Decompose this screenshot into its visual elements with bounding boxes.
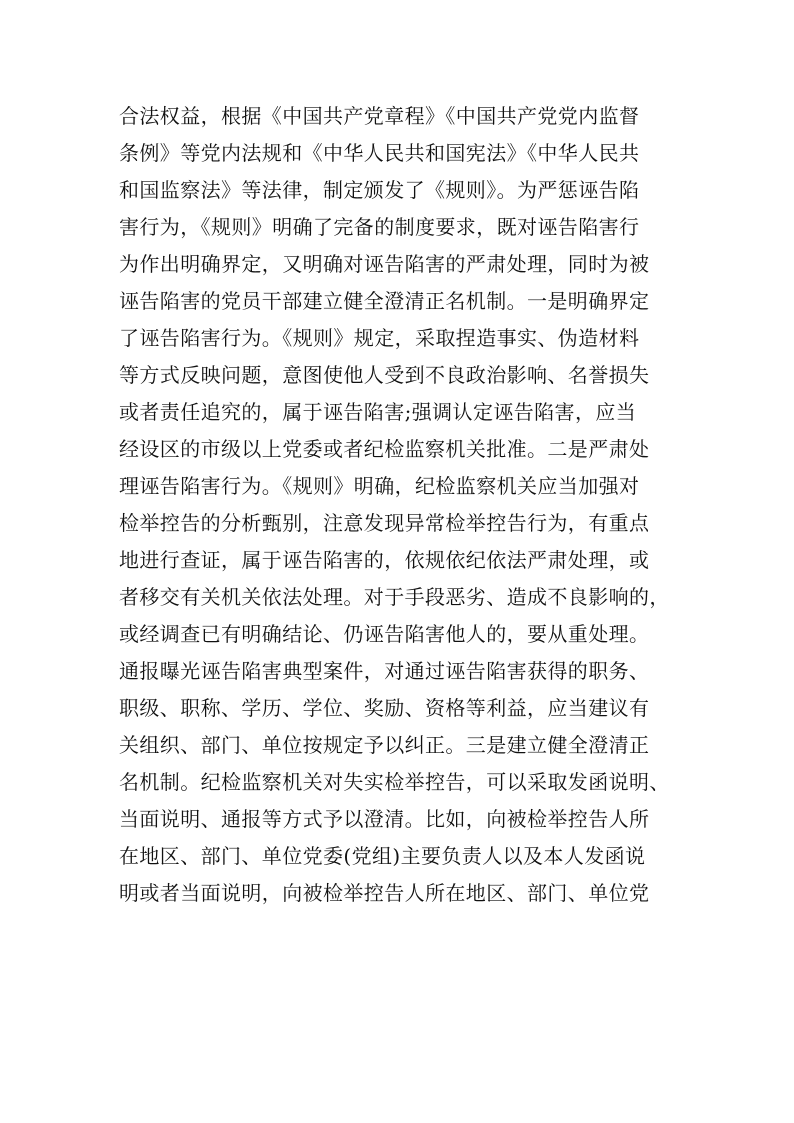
text-line: 理诬告陷害行为。《规则》明确，纪检监察机关应当加强对 <box>119 474 640 498</box>
text-line: 合法权益，根据《中国共产党章程》《中国共产党党内监督 <box>119 104 640 128</box>
text-line: 通报曝光诬告陷害典型案件，对通过诬告陷害获得的职务、 <box>119 659 650 683</box>
text-line: 检举控告的分析甄别，注意发现异常检举控告行为，有重点 <box>119 511 650 535</box>
text-line: 或者责任追究的，属于诬告陷害;强调认定诬告陷害，应当 <box>119 400 637 424</box>
text-line: 了诬告陷害行为。《规则》规定，采取捏造事实、伪造材料 <box>119 326 640 350</box>
text-line: 地进行查证，属于诬告陷害的，依规依纪依法严肃处理，或 <box>119 548 650 572</box>
text-line: 害行为，《规则》明确了完备的制度要求，既对诬告陷害行 <box>119 215 640 239</box>
text-line: 为作出明确界定，又明确对诬告陷害的严肃处理，同时为被 <box>119 252 650 276</box>
text-line: 关组织、部门、单位按规定予以纠正。三是建立健全澄清正 <box>119 733 650 757</box>
text-line: 或经调查已有明确结论、仍诬告陷害他人的，要从重处理。 <box>119 622 650 646</box>
text-line: 职级、职称、学历、学位、奖励、资格等利益，应当建议有 <box>119 696 650 720</box>
text-line: 诬告陷害的党员干部建立健全澄清正名机制。一是明确界定 <box>119 289 650 313</box>
text-line: 当面说明、通报等方式予以澄清。比如，向被检举控告人所 <box>119 807 650 831</box>
text-line: 名机制。纪检监察机关对失实检举控告，可以采取发函说明、 <box>119 770 670 794</box>
text-line: 明或者当面说明，向被检举控告人所在地区、部门、单位党 <box>119 881 650 905</box>
text-line: 在地区、部门、单位党委(党组)主要负责人以及本人发函说 <box>119 844 646 868</box>
text-line: 等方式反映问题，意图使他人受到不良政治影响、名誉损失 <box>119 363 650 387</box>
text-line: 和国监察法》等法律，制定颁发了《规则》。为严惩诬告陷 <box>119 178 640 202</box>
text-line: 经设区的市级以上党委或者纪检监察机关批准。二是严肃处 <box>119 437 650 461</box>
body-text <box>119 98 699 912</box>
text-line: 者移交有关机关依法处理。对于手段恶劣、造成不良影响的， <box>119 585 670 609</box>
text-line: 条例》等党内法规和《中华人民共和国宪法》《中华人民共 <box>119 141 640 165</box>
